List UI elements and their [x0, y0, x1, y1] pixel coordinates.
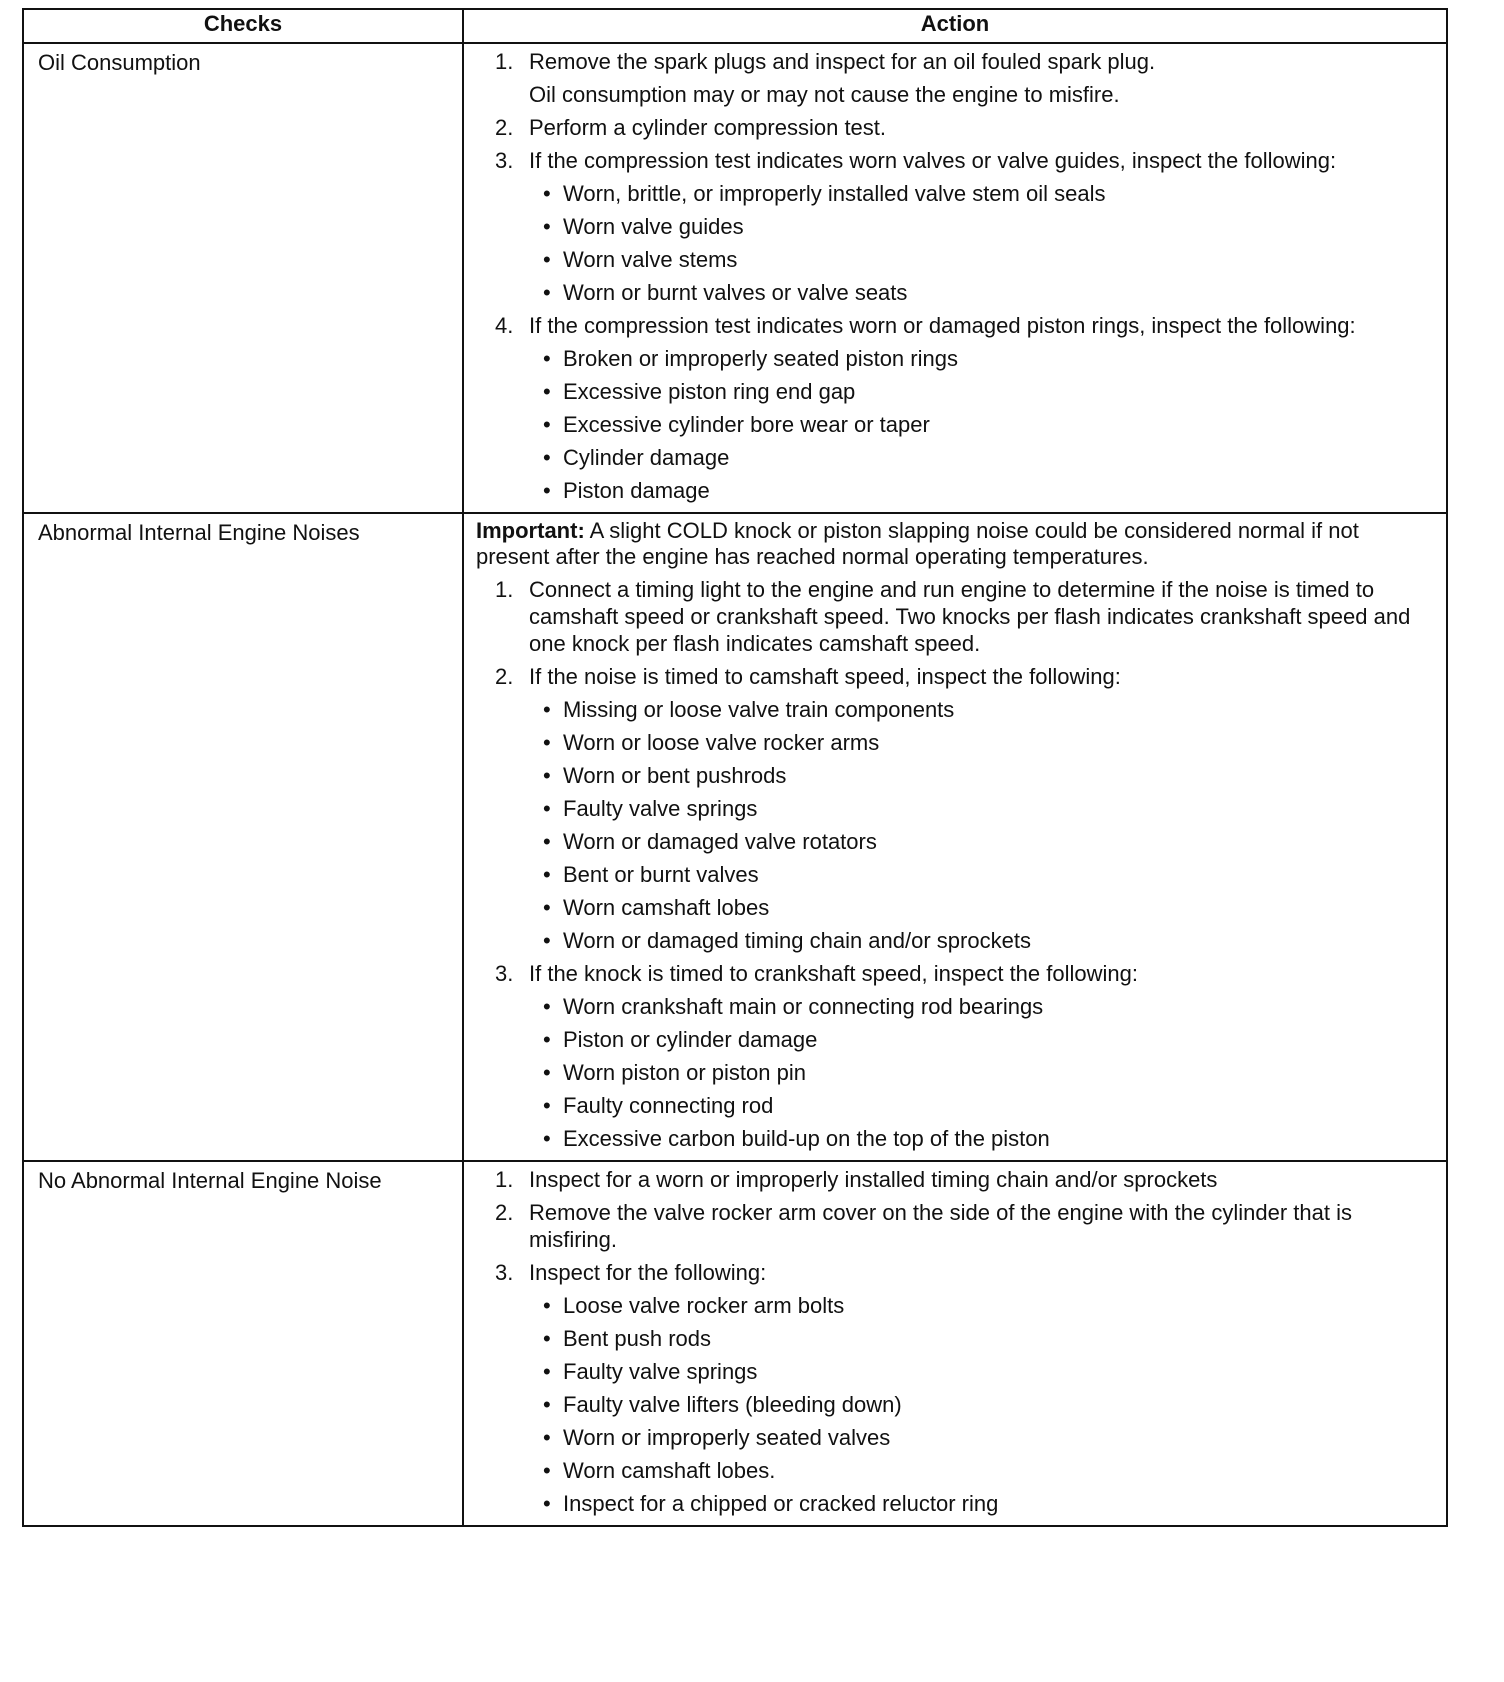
bullet-icon: • — [543, 1458, 551, 1483]
bullet-item — [529, 213, 1432, 240]
bullet-item — [529, 696, 1432, 723]
bullet-icon: • — [543, 346, 551, 371]
bullet-text: Inspect for a chipped or cracked reluctor ring — [563, 1491, 999, 1516]
bullet-icon: • — [543, 478, 551, 503]
bullet-list — [529, 180, 1432, 306]
important-text: A slight COLD knock or piston slapping noise could be considered normal if not present after the engine has reached normal operating temperatures. — [476, 518, 1359, 569]
step-item — [476, 114, 1432, 141]
bullet-text: Excessive piston ring end gap — [563, 379, 856, 404]
bullet-icon: • — [543, 280, 551, 305]
step-text: Inspect for the following: — [529, 1260, 767, 1285]
bullet-item — [529, 1125, 1432, 1152]
step-number: 3. — [495, 1260, 514, 1285]
bullet-text: Worn or loose valve rocker arms — [563, 730, 880, 755]
bullet-icon: • — [543, 1027, 551, 1052]
check-cell: Oil Consumption — [23, 43, 463, 513]
bullet-text: Worn valve guides — [563, 214, 744, 239]
bullet-item — [529, 246, 1432, 273]
step-item — [476, 48, 1432, 108]
bullet-item — [529, 729, 1432, 756]
table-row — [23, 43, 1447, 513]
step-item — [476, 663, 1432, 954]
bullet-text: Worn camshaft lobes — [563, 895, 770, 920]
bullet-text: Cylinder damage — [563, 445, 730, 470]
bullet-item — [529, 795, 1432, 822]
bullet-text: Faulty valve lifters (bleeding down) — [563, 1392, 902, 1417]
step-number: 2. — [495, 664, 514, 689]
step-subtext: Oil consumption may or may not cause the engine to misfire. — [529, 82, 1120, 107]
step-text: Remove the valve rocker arm cover on the side of the engine with the cylinder that is misfiring. — [529, 1200, 1352, 1252]
bullet-text: Piston damage — [563, 478, 710, 503]
bullet-icon: • — [543, 445, 551, 470]
bullet-icon: • — [543, 928, 551, 953]
step-number: 2. — [495, 115, 514, 140]
bullet-item — [529, 828, 1432, 855]
important-label: Important: — [476, 518, 585, 543]
bullet-text: Bent push rods — [563, 1326, 711, 1351]
step-text: If the noise is timed to camshaft speed, inspect the following: — [529, 664, 1121, 689]
diagnostic-table — [22, 8, 1448, 1527]
step-item — [476, 960, 1432, 1152]
bullet-icon: • — [543, 379, 551, 404]
bullet-icon: • — [543, 1093, 551, 1118]
step-item — [476, 1166, 1432, 1193]
bullet-item — [529, 861, 1432, 888]
bullet-text: Worn piston or piston pin — [563, 1060, 806, 1085]
bullet-item — [529, 1292, 1432, 1319]
bullet-text: Excessive carbon build-up on the top of the piston — [563, 1126, 1050, 1151]
step-item — [476, 1199, 1432, 1253]
bullet-item — [529, 378, 1432, 405]
step-text: If the knock is timed to crankshaft speed, inspect the following: — [529, 961, 1138, 986]
step-list — [476, 576, 1432, 1152]
step-number: 1. — [495, 577, 514, 602]
bullet-text: Worn or damaged valve rotators — [563, 829, 877, 854]
action-cell — [463, 43, 1447, 513]
bullet-item — [529, 1325, 1432, 1352]
bullet-text: Faulty connecting rod — [563, 1093, 774, 1118]
bullet-item — [529, 894, 1432, 921]
bullet-text: Worn, brittle, or improperly installed valve stem oil seals — [563, 181, 1106, 206]
bullet-icon: • — [543, 181, 551, 206]
bullet-text: Faulty valve springs — [563, 796, 758, 821]
bullet-list — [529, 345, 1432, 504]
bullet-item — [529, 1457, 1432, 1484]
check-cell: Abnormal Internal Engine Noises — [23, 513, 463, 1161]
bullet-item — [529, 1424, 1432, 1451]
bullet-text: Missing or loose valve train components — [563, 697, 955, 722]
bullet-text: Worn or improperly seated valves — [563, 1425, 891, 1450]
bullet-text: Worn or burnt valves or valve seats — [563, 280, 908, 305]
bullet-item — [529, 411, 1432, 438]
bullet-item — [529, 180, 1432, 207]
bullet-icon: • — [543, 895, 551, 920]
important-note — [476, 518, 1432, 570]
bullet-icon: • — [543, 214, 551, 239]
step-item — [476, 1259, 1432, 1517]
bullet-item — [529, 1358, 1432, 1385]
bullet-text: Worn valve stems — [563, 247, 738, 272]
bullet-item — [529, 1490, 1432, 1517]
check-cell: No Abnormal Internal Engine Noise — [23, 1161, 463, 1526]
bullet-icon: • — [543, 829, 551, 854]
bullet-icon: • — [543, 1359, 551, 1384]
step-number: 1. — [495, 1167, 514, 1192]
bullet-icon: • — [543, 1425, 551, 1450]
bullet-icon: • — [543, 412, 551, 437]
step-list — [476, 48, 1432, 504]
bullet-item — [529, 762, 1432, 789]
bullet-item — [529, 1391, 1432, 1418]
bullet-icon: • — [543, 763, 551, 788]
bullet-icon: • — [543, 796, 551, 821]
table-body — [23, 43, 1447, 1526]
table-row — [23, 513, 1447, 1161]
bullet-text: Bent or burnt valves — [563, 862, 759, 887]
bullet-text: Worn crankshaft main or connecting rod bearings — [563, 994, 1044, 1019]
bullet-item — [529, 1059, 1432, 1086]
bullet-text: Worn or bent pushrods — [563, 763, 787, 788]
header-action: Action — [463, 9, 1447, 43]
bullet-text: Worn camshaft lobes. — [563, 1458, 776, 1483]
bullet-icon: • — [543, 247, 551, 272]
step-text: Connect a timing light to the engine and run engine to determine if the noise is timed to camshaft speed or crankshaft speed. Two knocks per flash indicates crankshaft speed and one knock per flash indicates camshaft speed. — [529, 577, 1411, 656]
bullet-item — [529, 477, 1432, 504]
bullet-icon: • — [543, 1491, 551, 1516]
step-item — [476, 147, 1432, 306]
bullet-text: Worn or damaged timing chain and/or sprockets — [563, 928, 1031, 953]
bullet-list — [529, 993, 1432, 1152]
bullet-icon: • — [543, 994, 551, 1019]
bullet-text: Broken or improperly seated piston rings — [563, 346, 958, 371]
bullet-item — [529, 279, 1432, 306]
bullet-item — [529, 444, 1432, 471]
bullet-item — [529, 345, 1432, 372]
step-text: Remove the spark plugs and inspect for an oil fouled spark plug. — [529, 49, 1156, 74]
bullet-item — [529, 993, 1432, 1020]
step-number: 1. — [495, 49, 514, 74]
bullet-item — [529, 1026, 1432, 1053]
bullet-icon: • — [543, 730, 551, 755]
bullet-icon: • — [543, 1060, 551, 1085]
action-cell — [463, 513, 1447, 1161]
bullet-item — [529, 927, 1432, 954]
bullet-list — [529, 1292, 1432, 1517]
bullet-icon: • — [543, 1326, 551, 1351]
bullet-item — [529, 1092, 1432, 1119]
step-text: Perform a cylinder compression test. — [529, 115, 887, 140]
step-text: Inspect for a worn or improperly installed timing chain and/or sprockets — [529, 1167, 1218, 1192]
step-item — [476, 312, 1432, 504]
action-cell — [463, 1161, 1447, 1526]
step-number: 3. — [495, 148, 514, 173]
bullet-text: Piston or cylinder damage — [563, 1027, 818, 1052]
step-item — [476, 576, 1432, 657]
bullet-icon: • — [543, 1126, 551, 1151]
table-row — [23, 1161, 1447, 1526]
bullet-text: Loose valve rocker arm bolts — [563, 1293, 845, 1318]
step-number: 3. — [495, 961, 514, 986]
bullet-text: Excessive cylinder bore wear or taper — [563, 412, 930, 437]
step-number: 4. — [495, 313, 514, 338]
header-checks: Checks — [23, 9, 463, 43]
bullet-icon: • — [543, 862, 551, 887]
bullet-text: Faulty valve springs — [563, 1359, 758, 1384]
bullet-list — [529, 696, 1432, 954]
bullet-icon: • — [543, 1392, 551, 1417]
step-text: If the compression test indicates worn or damaged piston rings, inspect the following: — [529, 313, 1356, 338]
step-list — [476, 1166, 1432, 1517]
step-number: 2. — [495, 1200, 514, 1225]
bullet-icon: • — [543, 697, 551, 722]
header-row — [23, 9, 1447, 43]
step-text: If the compression test indicates worn valves or valve guides, inspect the following: — [529, 148, 1337, 173]
bullet-icon: • — [543, 1293, 551, 1318]
